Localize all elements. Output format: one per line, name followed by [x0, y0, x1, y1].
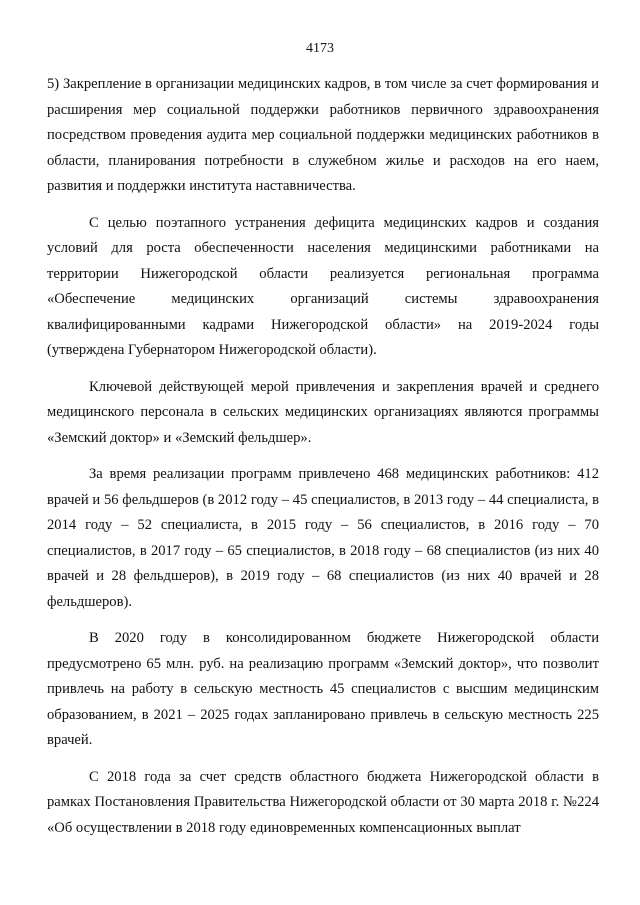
- page-number: 4173: [306, 41, 334, 56]
- paragraph-budget-2020: В 2020 году в консолидированном бюджете Нижегородской области предусмотрено 65 млн. руб. на реализацию программ «Земский доктор», что позволит привлечь на работу в сельскую местность 45 специалистов с высшим медицинским образованием, в 2021 – 2025 годах запланировано привлечь в сельскую местность 225 врачей.: [47, 630, 599, 748]
- paragraph-zemsky-programs: Ключевой действующей мерой привлечения и закрепления врачей и среднего медицинского персонала в сельских медицинских организациях являются программы «Земский доктор» и «Земский фельдшер».: [47, 378, 599, 446]
- paragraph-compensation-2018: С 2018 года за счет средств областного бюджета Нижегородской области в рамках Постановления Правительства Нижегородской области от 30 марта 2018 г. №224 «Об осуществлении в 2018 году единовременных компенсационных выплат: [47, 768, 599, 836]
- paragraph-regional-program: С целью поэтапного устранения дефицита медицинских кадров и создания условий для роста обеспеченности населения медицинскими работниками на территории Нижегородской области реализуется региональная программа «Обеспечение медицинских организаций системы здравоохранения квалифицированными кадрами Нижегородской области» на 2019-2024 годы (утверждена Губернатором Нижегородской области).: [47, 214, 599, 358]
- paragraph-recruitment-stats: За время реализации программ привлечено 468 медицинских работников: 412 врачей и 56 фельдшеров (в 2012 году – 45 специалистов, в 2013 году – 44 специалиста, в 2014 году – 52 специалиста, в 2015 году – 56 специалистов, в 2016 году – 70 специалистов, в 2017 году – 65 специалистов, в 2018 году – 68 специалистов (из них 40 врачей и 28 фельдшеров), в 2019 году – 68 специалистов (из них 40 врачей и 28 фельдшеров).: [47, 466, 599, 610]
- paragraph-staff-retention: 5) Закрепление в организации медицинских кадров, в том числе за счет формирования и расширения мер социальной поддержки работников первичного здравоохранения посредством проведения аудита мер социальной поддержки медицинских работников в области, планирования потребности в служебном жилье и расходов на его наем, развития и поддержки института наставничества.: [47, 76, 599, 194]
- body-text: [47, 72, 599, 852]
